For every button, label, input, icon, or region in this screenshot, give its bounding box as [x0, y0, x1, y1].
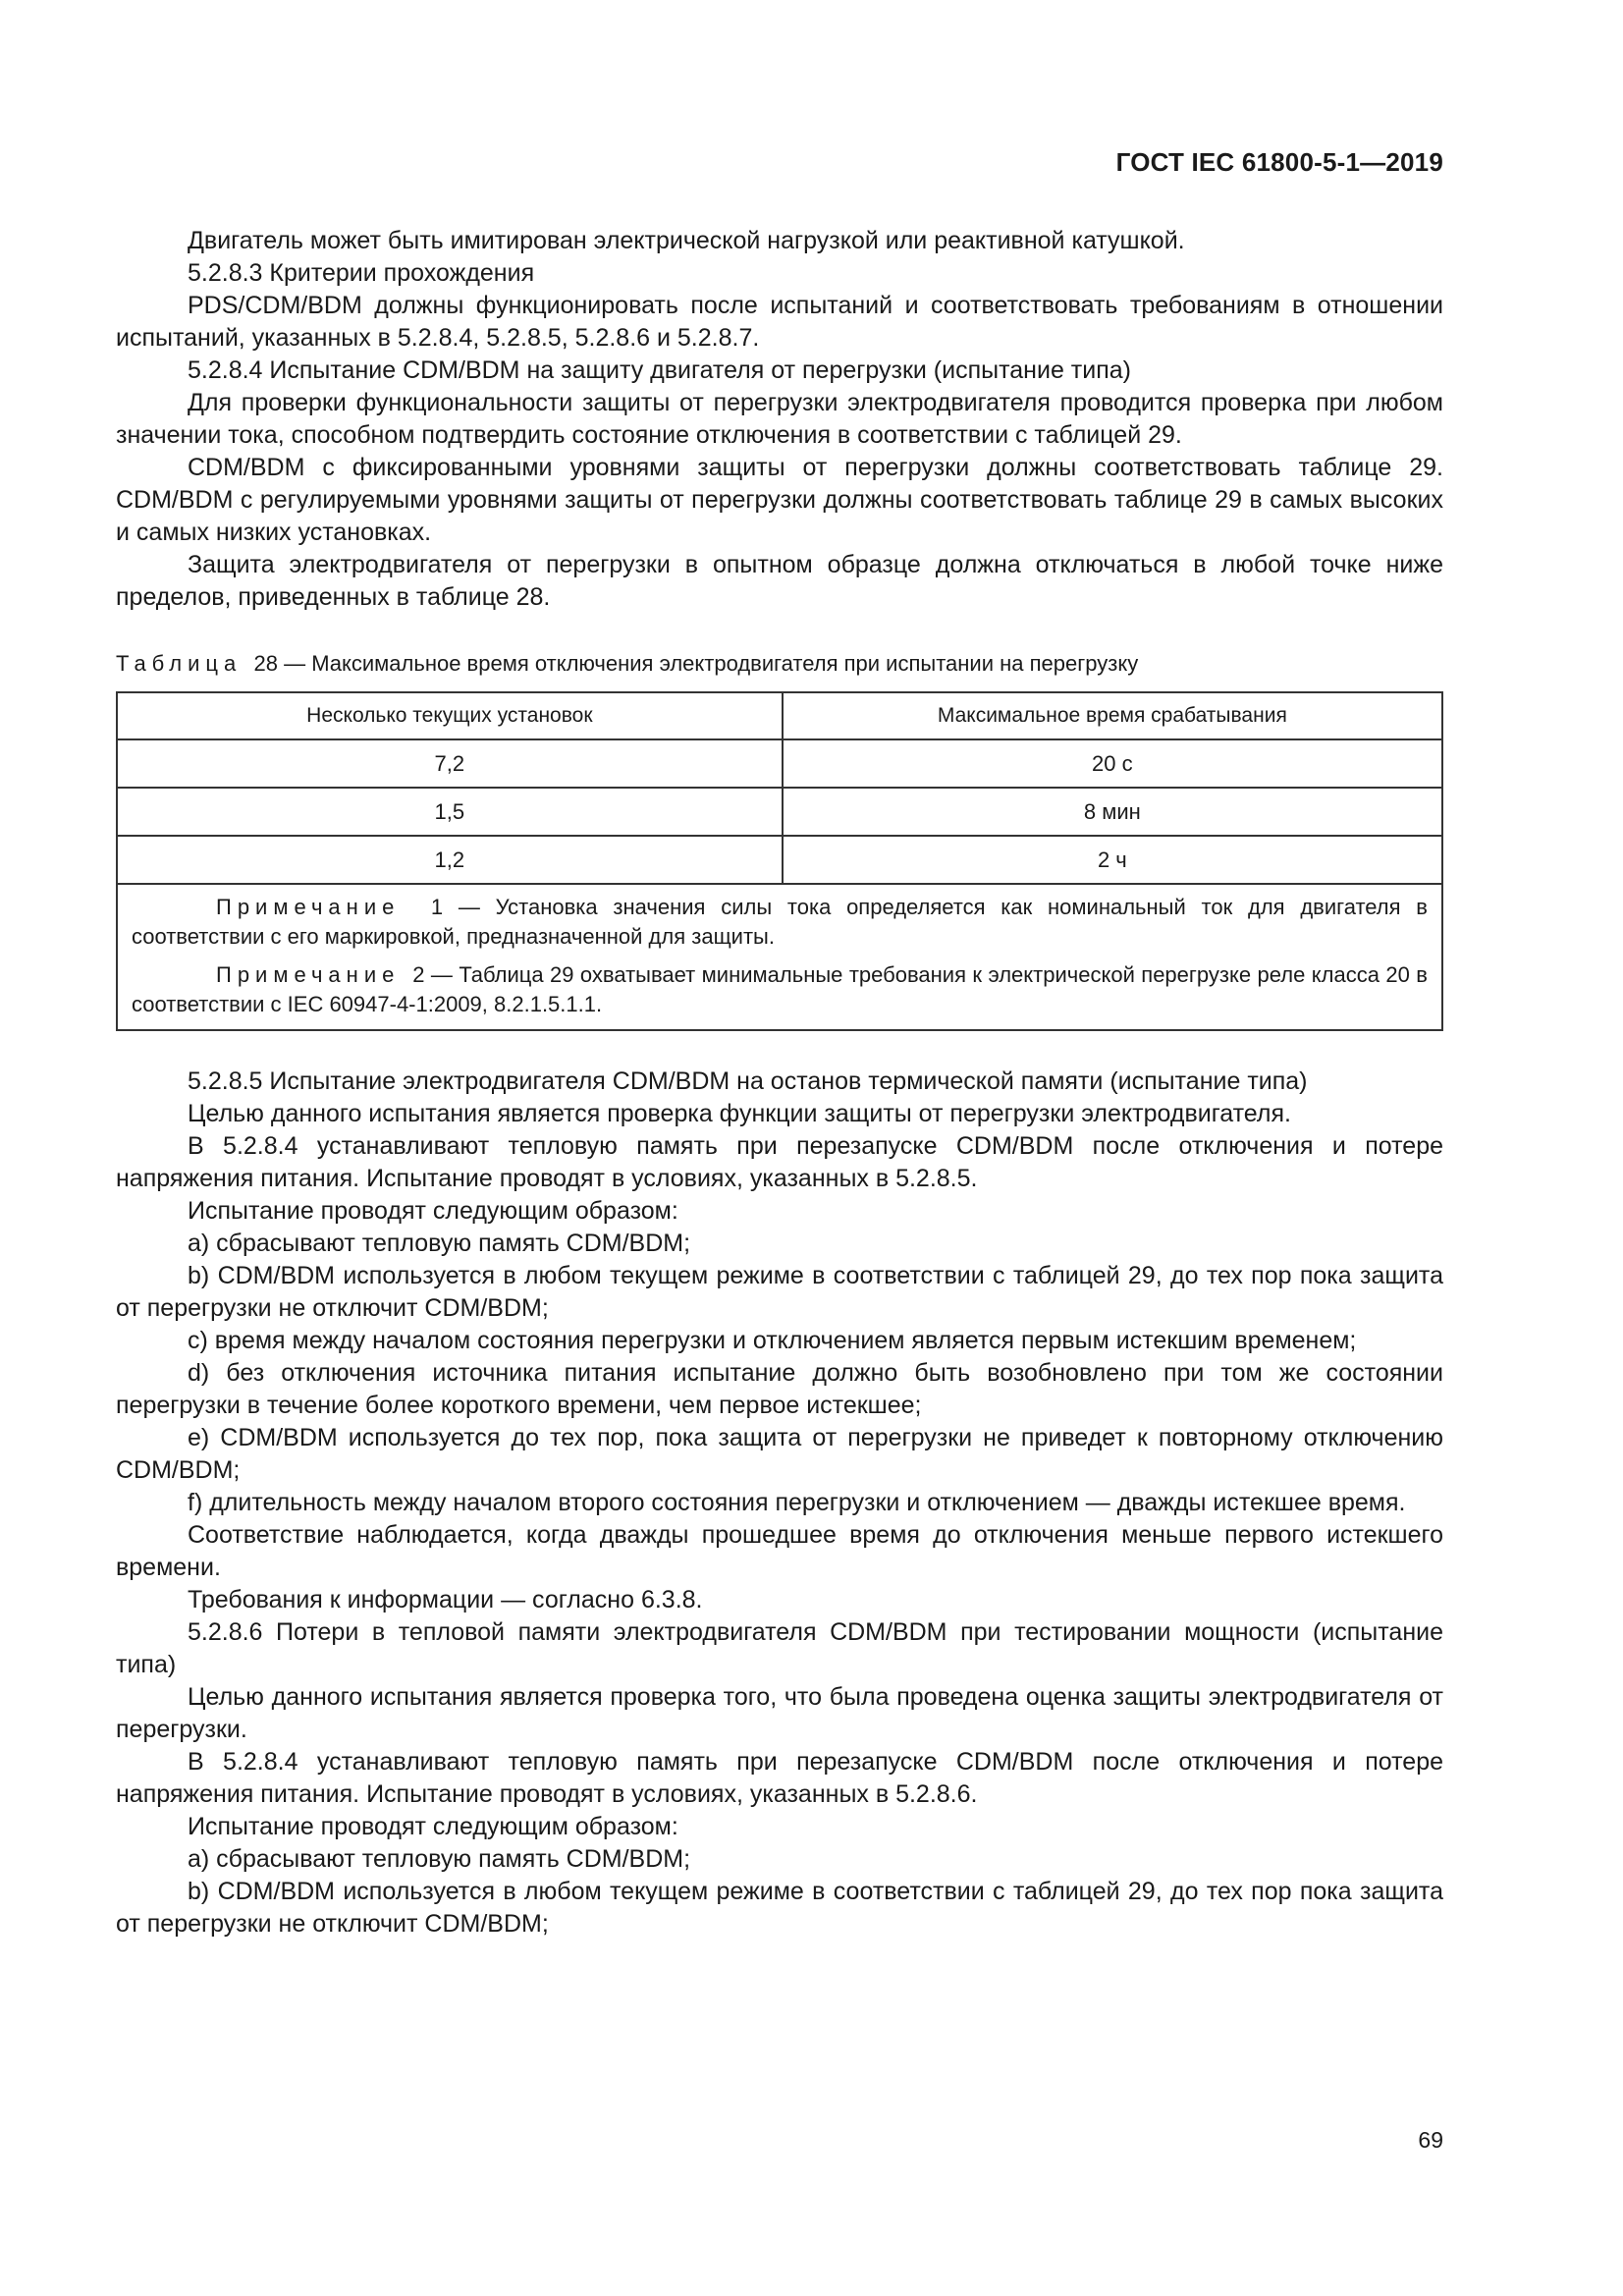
overload-time-table: [116, 691, 1443, 1031]
list-item: f) длительность между началом второго состояния перегрузки и отключением — дважды истекшее время.: [188, 1489, 1406, 1516]
top-text-block: [116, 225, 1443, 614]
table-row: [117, 788, 1442, 836]
table-note: [132, 893, 1428, 952]
table-cell: 1,5: [117, 788, 783, 836]
table-header-row: [117, 692, 1442, 739]
paragraph: CDM/BDM с фиксированными уровнями защиты от перегрузки должны соответствовать таблице 29. CDM/BDM с регулируемыми уровнями защиты от перегрузки должны соответствовать таблице 29 в самых высоких и самых низких установках.: [116, 454, 1443, 546]
paragraph: PDS/CDM/BDM должны функционировать после испытаний и соответствовать требованиям в отношении испытаний, указанных в 5.2.8.4, 5.2.8.5, 5.2.8.6 и 5.2.8.7.: [116, 292, 1443, 352]
note-label: Примечание: [216, 895, 401, 919]
bottom-text-block: [116, 1066, 1443, 1941]
list-item: a) сбрасывают тепловую память CDM/BDM;: [188, 1230, 691, 1257]
list-item: c) время между началом состояния перегрузки и отключением является первым истекшим временем;: [188, 1327, 1357, 1354]
paragraph: Испытание проводят следующим образом:: [188, 1197, 678, 1225]
table-cell: 20 с: [783, 739, 1442, 788]
section-heading: 5.2.8.4 Испытание CDM/BDM на защиту двигателя от перегрузки (испытание типа): [188, 356, 1131, 384]
table-caption-text: 28 — Максимальное время отключения электродвигателя при испытании на перегрузку: [253, 651, 1139, 676]
table-caption: [116, 649, 1138, 679]
note-text: 2 — Таблица 29 охватывает минимальные требования к электрической перегрузке реле класса 20 в соответствии с IEC 60947-4-1:2009, 8.2.1.5.1.1.: [132, 962, 1428, 1016]
paragraph: Двигатель может быть имитирован электрической нагрузкой или реактивной катушкой.: [188, 227, 1185, 254]
table-caption-label: Таблица: [116, 651, 243, 676]
table-notes-row: [117, 884, 1442, 1030]
table-cell: 1,2: [117, 836, 783, 884]
table-notes-cell: [117, 884, 1442, 1030]
section-heading: 5.2.8.3 Критерии прохождения: [188, 259, 535, 287]
section-heading: 5.2.8.5 Испытание электродвигателя CDM/BDM на останов термической памяти (испытание типа): [188, 1067, 1308, 1095]
table-row: [117, 739, 1442, 788]
paragraph: Испытание проводят следующим образом:: [188, 1813, 678, 1840]
paragraph: Требования к информации — согласно 6.3.8.: [188, 1586, 703, 1613]
note-label: Примечание: [216, 962, 401, 987]
table-row: [117, 836, 1442, 884]
list-item: b) CDM/BDM используется в любом текущем режиме в соответствии с таблицей 29, до тех пор пока защита от перегрузки не отключит CDM/BDM;: [116, 1262, 1443, 1322]
note-text: 1 — Установка значения силы тока определяется как номинальный ток для двигателя в соответствии с его маркировкой, предназначенной для защиты.: [132, 895, 1428, 949]
section-heading: 5.2.8.6 Потери в тепловой памяти электродвигателя CDM/BDM при тестировании мощности (испытание типа): [116, 1618, 1443, 1678]
paragraph: В 5.2.8.4 устанавливают тепловую память при перезапуске CDM/BDM после отключения и потере напряжения питания. Испытание проводят в условиях, указанных в 5.2.8.6.: [116, 1748, 1443, 1808]
column-header-current-setting: Несколько текущих установок: [117, 692, 783, 739]
paragraph: Целью данного испытания является проверка функции защиты от перегрузки электродвигателя.: [188, 1100, 1291, 1127]
list-item: a) сбрасывают тепловую память CDM/BDM;: [188, 1845, 691, 1873]
list-item: d) без отключения источника питания испытание должно быть возобновлено при том же состоянии перегрузки в течение более короткого времени, чем первое истекшее;: [116, 1359, 1443, 1419]
table-cell: 2 ч: [783, 836, 1442, 884]
paragraph: Соответствие наблюдается, когда дважды прошедшее время до отключения меньше первого истекшего времени.: [116, 1521, 1443, 1581]
table-cell: 8 мин: [783, 788, 1442, 836]
paragraph: Для проверки функциональности защиты от перегрузки электродвигателя проводится проверка при любом значении тока, способном подтвердить состояние отключения в соответствии с таблицей 29.: [116, 389, 1443, 449]
table-cell: 7,2: [117, 739, 783, 788]
page-number: 69: [1418, 2127, 1443, 2153]
column-header-max-trip-time: Максимальное время срабатывания: [783, 692, 1442, 739]
paragraph: Целью данного испытания является проверка того, что была проведена оценка защиты электродвигателя от перегрузки.: [116, 1683, 1443, 1743]
table-note: [132, 960, 1428, 1019]
paragraph: Защита электродвигателя от перегрузки в опытном образце должна отключаться в любой точке ниже пределов, приведенных в таблице 28.: [116, 551, 1443, 611]
paragraph: В 5.2.8.4 устанавливают тепловую память при перезапуске CDM/BDM после отключения и потере напряжения питания. Испытание проводят в условиях, указанных в 5.2.8.5.: [116, 1132, 1443, 1192]
list-item: b) CDM/BDM используется в любом текущем режиме в соответствии с таблицей 29, до тех пор пока защита от перегрузки не отключит CDM/BDM;: [116, 1878, 1443, 1938]
list-item: e) CDM/BDM используется до тех пор, пока защита от перегрузки не приведет к повторному отключению CDM/BDM;: [116, 1424, 1443, 1484]
document-header: ГОСТ IEC 61800-5-1—2019: [1115, 147, 1443, 177]
